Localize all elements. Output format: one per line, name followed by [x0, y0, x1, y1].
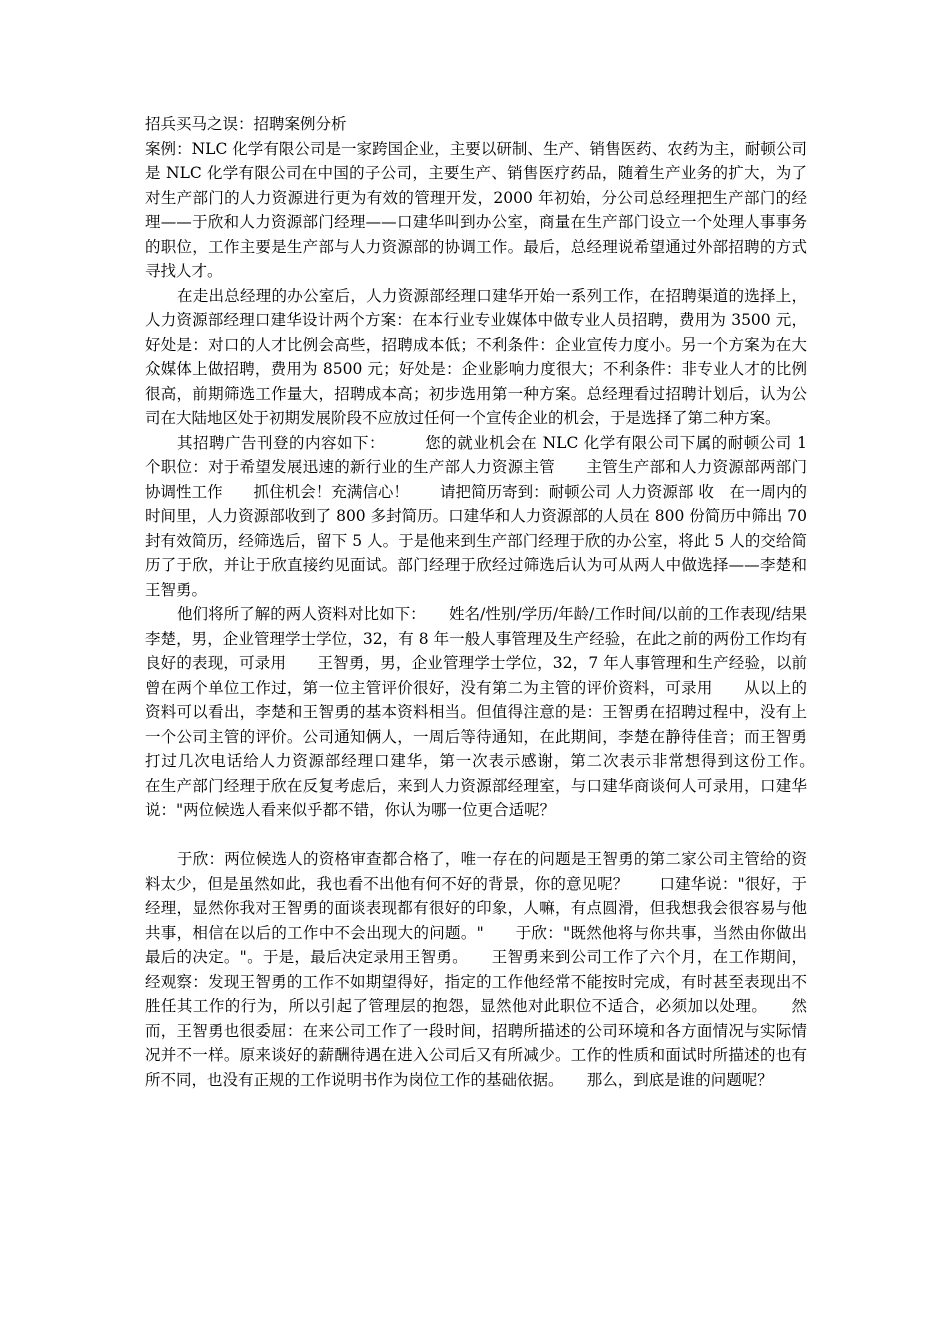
blank-line: [145, 823, 807, 848]
paragraph-candidate-comparison: 他们将所了解的两人资料对比如下： 姓名/性别/学历/年龄/工作时间/以前的工作表现/结果 李楚，男，企业管理学士学位，32，有 8 年一般人事管理及生产经验，在此之前的两份工作均有良好的表现，可录用 王智勇，男，企业管理学士学位，32，7 年人事管理和生产经验，以前曾在两个单位工作过，第一位主管评价很好，没有第二为主管的评价资料，可录用 从以上的资料可以看出，李楚和王智勇的基本资料相当。但值得注意的是：王智勇在招聘过程中，没有上一个公司主管的评价。公司通知俩人，一周后等待通知，在此期间，李楚在静待佳音；而王智勇打过几次电话给人力资源部经理口建华，第一次表示感谢，第二次表示非常想得到这份工作。 在生产部门经理于欣在反复考虑后，来到人力资源部经理室，与口建华商谈何人可录用，口建华说："两位候选人看来似乎都不错，你认为哪一位更合适呢？: [145, 605, 839, 819]
paragraph-decision-outcome: 于欣：两位候选人的资格审查都合格了，唯一存在的问题是王智勇的第二家公司主管给的资料太少，但是虽然如此，我也看不出他有何不好的背景，你的意见呢？ 口建华说："很好，于经理，显然你我对王智勇的面谈表现都有很好的印象，人嘛，有点圆滑，但我想我会很容易与他共事，相信在以后的工作中不会出现大的问题。" 于欣："既然他将与你共事，当然由你做出最后的决定。"。于是，最后决定录用王智勇。 王智勇来到公司工作了六个月，在工作期间，经观察：发现王智勇的工作不如期望得好，指定的工作他经常不能按时完成，有时甚至表现出不胜任其工作的行为，所以引起了管理层的抱怨，显然他对此职位不适合，必须加以处理。 然而，王智勇也很委屈：在来公司工作了一段时间，招聘所描述的公司环境和各方面情况与实际情况并不一样。原来谈好的薪酬待遇在进入公司后又有所减少。工作的性质和面试时所描述的也有所不同，也没有正规的工作说明书作为岗位工作的基础依据。 那么，到底是谁的问题呢？: [145, 850, 807, 1089]
paragraph-job-advertisement: 其招聘广告刊登的内容如下： 您的就业机会在 NLC 化学有限公司下属的耐顿公司 1 个职位：对于希望发展迅速的新行业的生产部人力资源主管 主管生产部和人力资源部两部门协调性工作 抓住机会！充满信心！ 请把简历寄到：耐顿公司 人力资源部 收 在一周内的时间里，人力资源部收到了 800 多封简历。口建华和人力资源部的人员在 800 份简历中筛出 70 封有效简历，经筛选后，留下 5 人。于是他来到生产部门经理于欣的办公室，将此 5 人的交给简历了于欣，并让于欣直接约见面试。部门经理于欣经过筛选后认为可从两人中做选择——李楚和王智勇。: [145, 433, 807, 599]
paragraph-recruitment-plan: 在走出总经理的办公室后，人力资源部经理口建华开始一系列工作，在招聘渠道的选择上，人力资源部经理口建华设计两个方案：在本行业专业媒体中做专业人员招聘，费用为 3500 元，好处是：对口的人才比例会高些，招聘成本低；不利条件：企业宣传力度小。另一个方案为在大众媒体上做招聘，费用为 8500 元；好处是：企业影响力度很大；不利条件：非专业人才的比例很高，前期筛选工作量大，招聘成本高；初步选用第一种方案。总经理看过招聘计划后，认为公司在大陆地区处于初期发展阶段不应放过任何一个宣传企业的机会，于是选择了第二种方案。: [145, 286, 807, 427]
document-title: 招兵买马之误：招聘案例分析: [145, 115, 347, 133]
document-page: [145, 112, 839, 1092]
paragraph-case-intro: 案例：NLC 化学有限公司是一家跨国企业，主要以研制、生产、销售医药、农药为主，耐顿公司是 NLC 化学有限公司在中国的子公司，主要生产、销售医疗药品，随着生产业务的扩大，为了对生产部门的人力资源进行更为有效的管理开发，2000 年初始，分公司总经理把生产部门的经理——于欣和人力资源部门经理——口建华叫到办公室，商量在生产部门设立一个处理人事事务的职位，工作主要是生产部与人力资源部的协调工作。最后，总经理说希望通过外部招聘的方式寻找人才。: [145, 139, 807, 280]
